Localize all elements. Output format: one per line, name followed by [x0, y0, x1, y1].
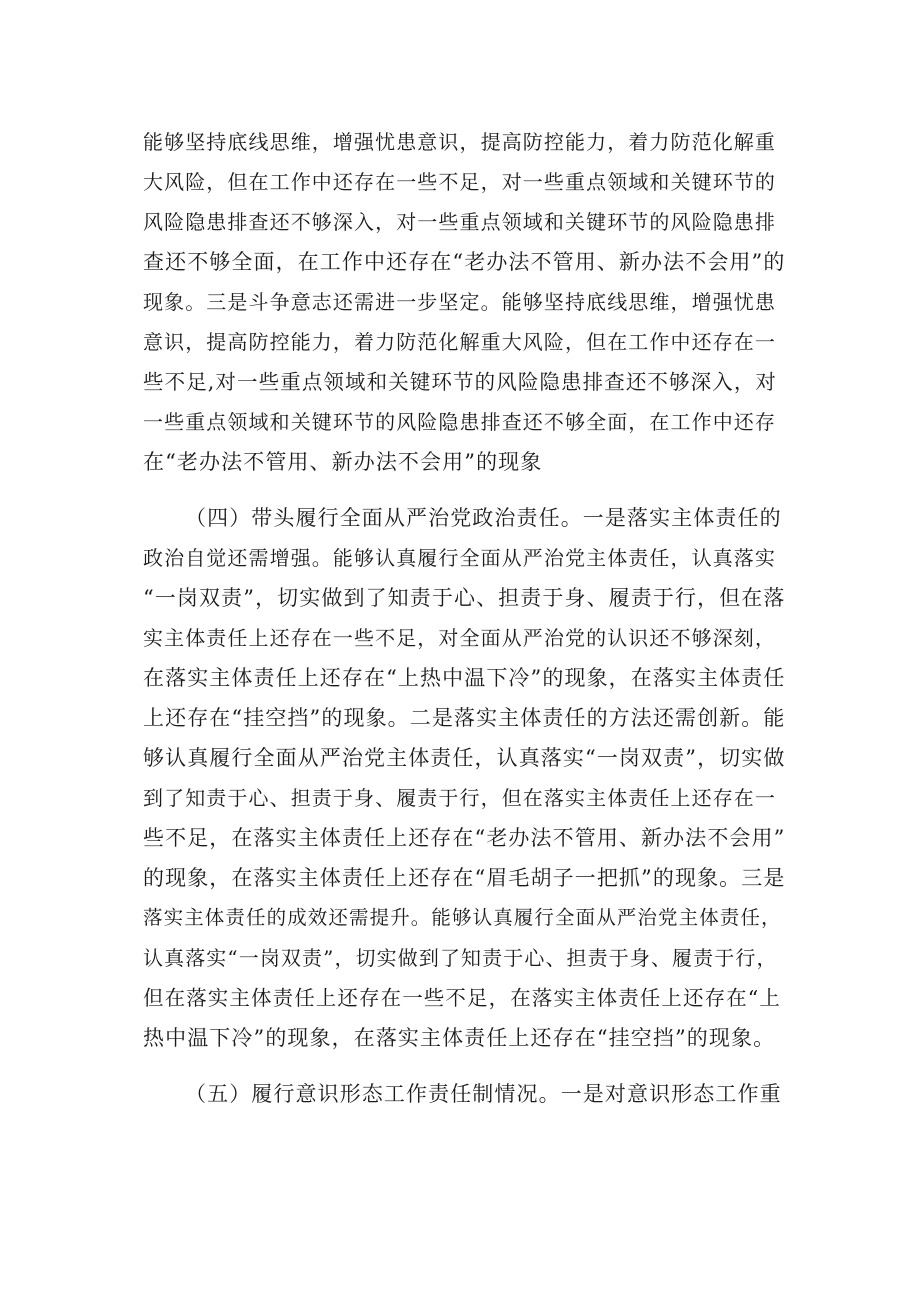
text-line: 上还存在“挂空挡”的现象。二是落实主体责任的方法还需创新。能: [143, 706, 785, 730]
text-line: 些不足,对一些重点领域和关键环节的风险隐患排查还不够深入，对: [143, 370, 778, 394]
section-heading-line: （五）履行意识形态工作责任制情况。一是对意识形态工作重: [185, 1082, 782, 1106]
text-line: 实主体责任上还存在一些不足，对全面从严治党的认识还不够深刻，: [143, 626, 776, 650]
text-line: 够认真履行全面从严治党主体责任，认真落实“一岗双责”，切实做: [143, 746, 785, 770]
text-line: 些不足，在落实主体责任上还存在“老办法不管用、新办法不会用”: [143, 826, 785, 850]
text-line: 认真落实“一岗双责”，切实做到了知责于心、担责于身、履责于行，: [143, 946, 778, 970]
text-line: 在“老办法不管用、新办法不会用”的现象: [143, 450, 543, 474]
text-line: 政治自觉还需增强。能够认真履行全面从严治党主体责任，认真落实: [143, 546, 776, 570]
text-line: 热中温下冷”的现象，在落实主体责任上还存在“挂空挡”的现象。: [143, 1026, 776, 1050]
text-line: 的现象，在落实主体责任上还存在“眉毛胡子一把抓”的现象。三是: [143, 866, 785, 890]
text-line: 大风险，但在工作中还存在一些不足，对一些重点领域和关键环节的: [143, 170, 776, 194]
text-line: 风险隐患排查还不够深入，对一些重点领域和关键环节的风险隐患排: [143, 210, 776, 234]
document-body: [143, 122, 785, 1114]
text-line: 到了知责于心、担责于身、履责于行，但在落实主体责任上还存在一: [143, 786, 776, 810]
text-line: 查还不够全面，在工作中还存在“老办法不管用、新办法不会用”的: [143, 250, 785, 274]
text-line: 落实主体责任的成效还需提升。能够认真履行全面从严治党主体责任，: [143, 906, 782, 929]
text-line: 现象。三是斗争意志还需进一步坚定。能够坚持底线思维，增强忧患: [143, 290, 776, 314]
paragraph-section-five: [143, 1074, 785, 1114]
text-line: 能够坚持底线思维，增强忧患意识，提高防控能力，着力防范化解重: [143, 130, 776, 154]
text-line: 但在落实主体责任上还存在一些不足，在落实主体责任上还存在“上: [143, 986, 781, 1010]
paragraph-spacer: [143, 482, 785, 498]
paragraph-spacer: [143, 1058, 785, 1074]
section-heading-line: （四）带头履行全面从严治党政治责任。一是落实主体责任的: [185, 506, 782, 530]
paragraph-section-four: [143, 498, 785, 1058]
text-line: 意识，提高防控能力，着力防范化解重大风险，但在工作中还存在一: [143, 330, 776, 354]
text-line: 在落实主体责任上还存在“上热中温下冷”的现象，在落实主体责任: [143, 666, 785, 690]
paragraph-risk-prevention: [143, 122, 785, 482]
text-line: “一岗双责”，切实做到了知责于心、担责于身、履责于行，但在落: [143, 586, 785, 610]
text-line: 一些重点领域和关键环节的风险隐患排查还不够全面，在工作中还存: [143, 410, 776, 434]
